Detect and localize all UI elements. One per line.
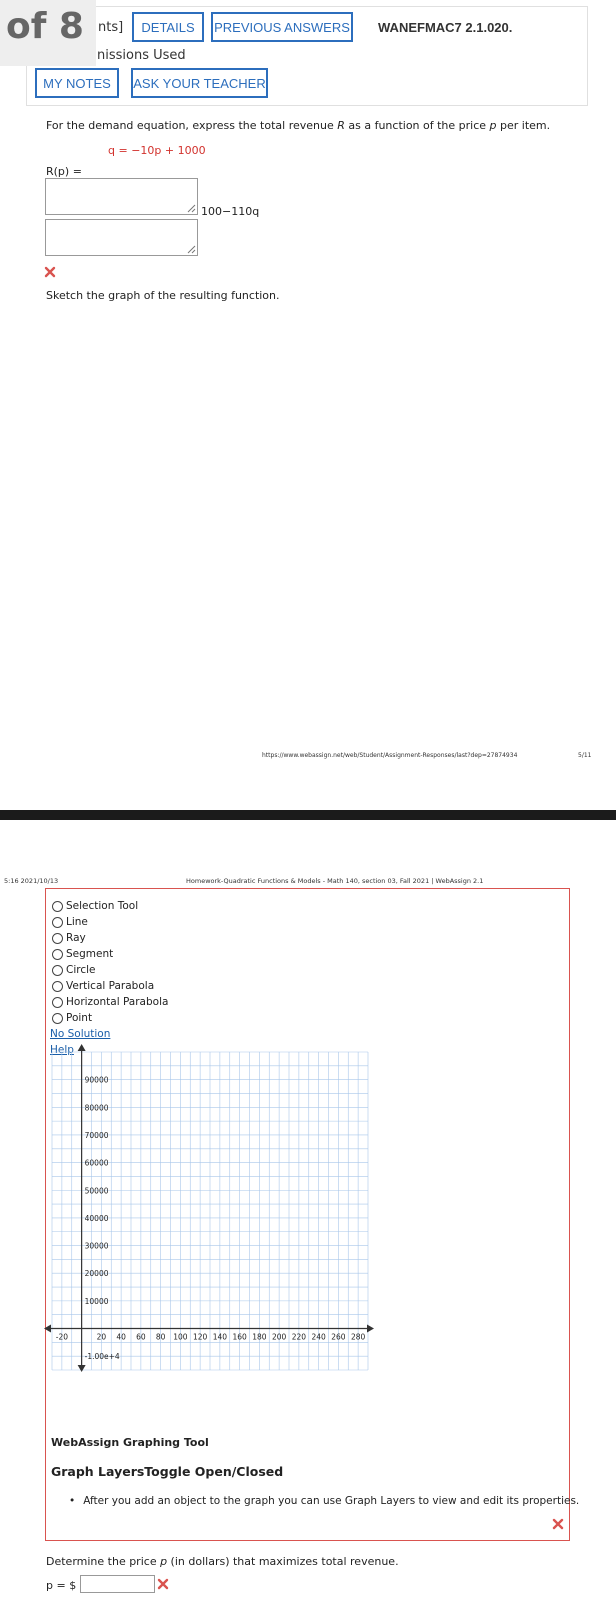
help-link[interactable]: Help — [50, 1044, 74, 1056]
graph-tool-title: WebAssign Graphing Tool — [51, 1436, 209, 1449]
y-tick-label: 10000 — [84, 1296, 109, 1306]
sketch-prompt: Sketch the graph of the resulting function. — [46, 289, 280, 302]
maximize-prompt: Determine the price p (in dollars) that maximizes total revenue. — [46, 1555, 399, 1568]
y-tick-label: 90000 — [84, 1075, 109, 1085]
x-tick-label: 240 — [311, 1332, 326, 1342]
price-answer-input[interactable] — [80, 1575, 155, 1593]
tool-circle[interactable]: Circle — [52, 964, 96, 976]
y-tick-label: 50000 — [84, 1186, 109, 1196]
print-page-title: Homework-Quadratic Functions & Models - Math 140, section 03, Fall 2021 | WebAssign 2.1 — [186, 877, 484, 885]
tool-selection[interactable]: Selection Tool — [52, 900, 138, 912]
price-label: p = $ — [46, 1579, 77, 1592]
x-tick-label: 180 — [252, 1332, 267, 1342]
my-notes-button[interactable]: MY NOTES — [35, 68, 119, 98]
x-tick-label: 120 — [192, 1332, 208, 1342]
graph-layers-bullet: • After you add an object to the graph you can use Graph Layers to view and edit its properties. — [69, 1495, 580, 1507]
x-axis-arrow-right-icon — [367, 1325, 374, 1333]
previous-answer: 100−110q — [201, 205, 260, 218]
x-tick-label: 40 — [116, 1332, 126, 1342]
x-axis-arrow-left-icon — [44, 1325, 51, 1333]
y-tick-label: 70000 — [84, 1130, 109, 1140]
bullet-icon: • — [69, 1495, 76, 1507]
x-tick-label: 220 — [291, 1332, 307, 1342]
submissions-used: nissions Used — [97, 48, 186, 63]
footer-url: https://www.webassign.net/web/Student/Assignment-Responses/last?dep=27874934 — [262, 752, 518, 759]
y-tick-label: 30000 — [84, 1241, 109, 1251]
x-tick-label: 160 — [232, 1332, 247, 1342]
y-tick-label-negative: -1.00e+4 — [84, 1352, 120, 1362]
tool-line[interactable]: Line — [52, 916, 88, 928]
tool-vertical-parabola[interactable]: Vertical Parabola — [52, 980, 154, 992]
y-tick-label: 60000 — [84, 1158, 109, 1168]
print-timestamp: 5:16 2021/10/13 — [4, 877, 59, 885]
price-incorrect-x-icon — [157, 1578, 169, 1590]
x-tick-label: 60 — [136, 1332, 146, 1342]
revenue-function-label: R(p) = — [46, 165, 82, 178]
x-tick-label: 80 — [155, 1332, 166, 1342]
question-prompt: For the demand equation, express the total revenue R as a function of the price p per item. — [46, 119, 551, 132]
graph-layers-toggle[interactable]: Graph LayersToggle Open/Closed — [51, 1464, 284, 1479]
tool-segment[interactable]: Segment — [52, 948, 113, 960]
y-tick-label: 20000 — [84, 1269, 109, 1279]
y-axis-arrow-down-icon — [78, 1365, 86, 1372]
x-tick-label: -20 — [55, 1332, 68, 1342]
tool-point[interactable]: Point — [52, 1012, 92, 1024]
previous-answers-button[interactable]: PREVIOUS ANSWERS — [211, 12, 353, 42]
y-tick-label: 80000 — [84, 1103, 109, 1113]
tool-horizontal-parabola[interactable]: Horizontal Parabola — [52, 996, 168, 1008]
tool-ray[interactable]: Ray — [52, 932, 86, 944]
page-counter: of 8 — [6, 6, 84, 47]
points-fragment: nts] — [98, 20, 124, 35]
footer-page-number: 5/11 — [578, 752, 592, 759]
no-solution-link[interactable]: No Solution — [50, 1028, 111, 1040]
x-tick-label: 260 — [331, 1332, 346, 1342]
page-counter-badge — [0, 0, 96, 66]
x-tick-label: 280 — [350, 1332, 366, 1342]
problem-code: WANEFMAC7 2.1.020. — [378, 20, 513, 35]
demand-equation: q = −10p + 1000 — [108, 144, 206, 157]
ask-your-teacher-button[interactable]: ASK YOUR TEACHER — [131, 68, 268, 98]
graph-incorrect-x-icon — [552, 1518, 564, 1530]
x-tick-label: 20 — [96, 1332, 107, 1342]
y-axis-arrow-up-icon — [78, 1044, 86, 1051]
details-button[interactable]: DETAILS — [132, 12, 204, 42]
y-tick-label: 40000 — [84, 1213, 109, 1223]
x-tick-label: 140 — [212, 1332, 228, 1342]
x-tick-label: 100 — [173, 1332, 188, 1342]
x-tick-label: 200 — [271, 1332, 287, 1342]
